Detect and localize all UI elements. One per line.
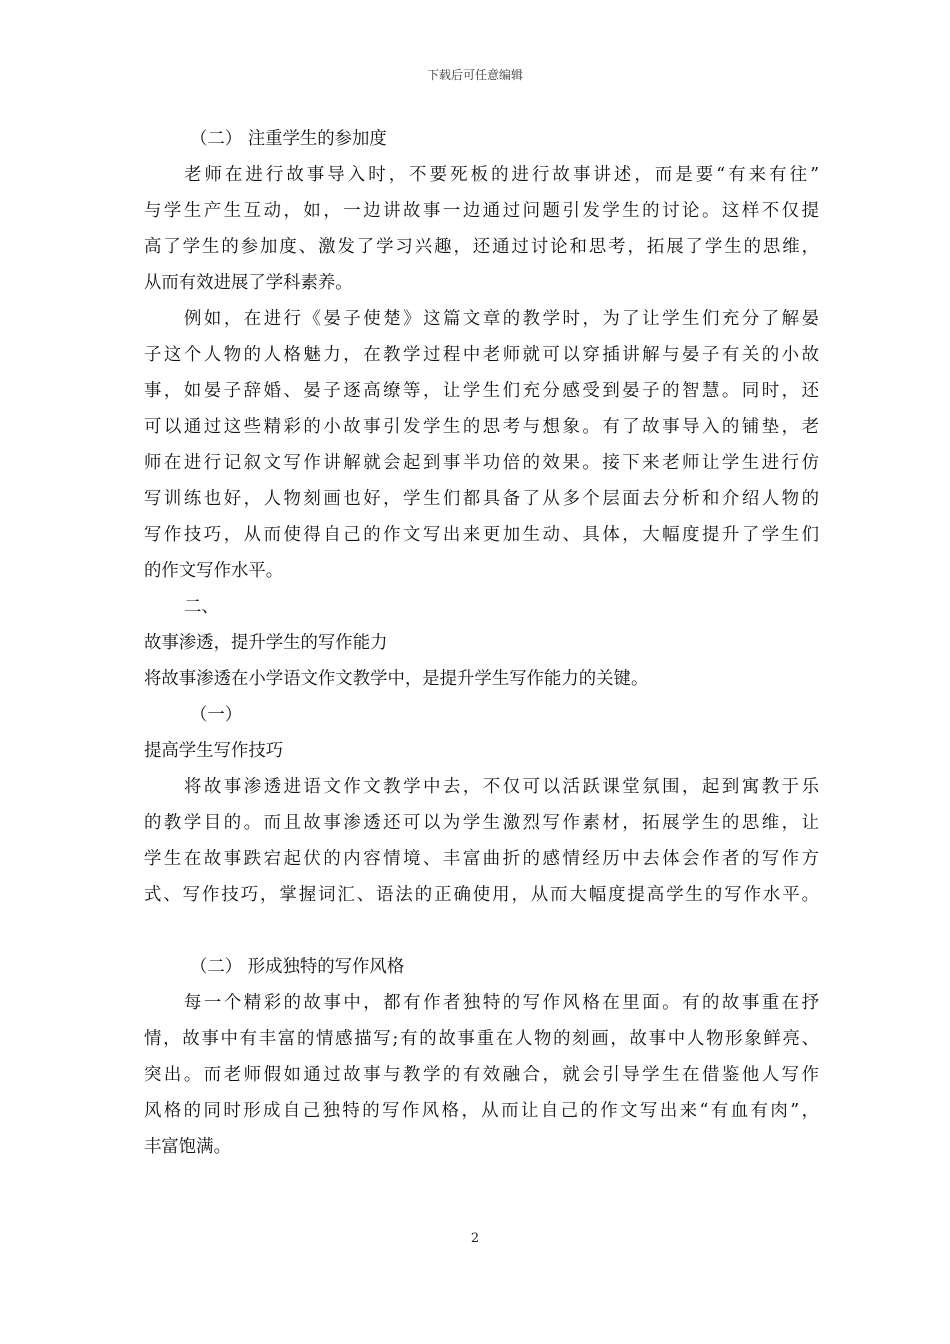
- blank-line: [144, 913, 819, 949]
- paragraph: [144, 769, 819, 913]
- paragraph-line: 每一个精彩的故事中，都有作者独特的写作风格在里面。有的故事重在抒: [184, 993, 819, 1013]
- paragraph-line: 丰富饱满。: [144, 1137, 231, 1157]
- paragraph: [144, 301, 819, 589]
- paragraph-line: 从而有效进展了学科素养。: [144, 273, 353, 293]
- paragraph-line: 将故事渗透进语文作文教学中去，不仅可以活跃课堂氛围，起到寓教于乐: [184, 777, 819, 797]
- paragraph: [144, 157, 819, 301]
- paragraph: [144, 985, 819, 1165]
- section-intro: 将故事渗透在小学语文作文教学中，是提升学生写作能力的关键。: [144, 669, 649, 689]
- paragraph-line: 老师在进行故事导入时，不要死板的进行故事讲述，而是要“有来有往”: [184, 165, 819, 185]
- document-body: [144, 121, 819, 1165]
- paragraph-line: 情，故事中有丰富的情感描写;有的故事重在人物的刻画，故事中人物形象鲜亮、: [144, 1029, 819, 1049]
- subsection-title: 提高学生写作技巧: [144, 741, 284, 761]
- paragraph-line: 的作文写作水平。: [144, 561, 284, 581]
- page-number: 2: [470, 1231, 480, 1246]
- paragraph-line: 学生在故事跌宕起伏的内容情境、丰富曲折的感情经历中去体会作者的写作方: [144, 849, 819, 869]
- paragraph-line: 写作技巧，从而使得自己的作文写出来更加生动、具体，大幅度提升了学生们: [144, 525, 819, 545]
- paragraph-line: 的教学目的。而且故事渗透还可以为学生激烈写作素材，拓展学生的思维，让: [144, 813, 819, 833]
- subsection-heading: （二） 形成独特的写作风格: [190, 957, 405, 977]
- paragraph-line: 例如，在进行《晏子使楚》这篇文章的教学时，为了让学生们充分了解晏: [184, 309, 819, 329]
- paragraph-line: 子这个人物的人格魅力，在教学过程中老师就可以穿插讲解与晏子有关的小故: [144, 345, 819, 365]
- paragraph-line: 突出。而老师假如通过故事与教学的有效融合，就会引导学生在借鉴他人写作: [144, 1065, 819, 1085]
- paragraph-line: 写训练也好，人物刻画也好，学生们都具备了从多个层面去分析和介绍人物的: [144, 489, 819, 509]
- subsection-number: （一）: [190, 705, 243, 725]
- section-heading: （二） 注重学生的参加度: [190, 129, 387, 149]
- paragraph-line: 师在进行记叙文写作讲解就会起到事半功倍的效果。接下来老师让学生进行仿: [144, 453, 819, 473]
- paragraph-line: 事，如晏子辞婚、晏子逐高缭等，让学生们充分感受到晏子的智慧。同时，还: [144, 381, 819, 401]
- paragraph-line: 可以通过这些精彩的小故事引发学生的思考与想象。有了故事导入的铺垫，老: [144, 417, 819, 437]
- paragraph-line: 式、写作技巧，掌握词汇、语法的正确使用，从而大幅度提高学生的写作水平。: [144, 885, 819, 905]
- paragraph-line: 与学生产生互动，如，一边讲故事一边通过问题引发学生的讨论。这样不仅提: [144, 201, 819, 221]
- paragraph-line: 风格的同时形成自己独特的写作风格，从而让自己的作文写出来“有血有肉”，: [144, 1101, 819, 1121]
- section-title: 故事渗透，提升学生的写作能力: [144, 633, 388, 653]
- page-header: 下载后可任意编辑: [426, 68, 523, 82]
- paragraph-line: 高了学生的参加度、激发了学习兴趣，还通过讨论和思考，拓展了学生的思维，: [144, 237, 819, 257]
- section-number: 二、: [184, 597, 219, 617]
